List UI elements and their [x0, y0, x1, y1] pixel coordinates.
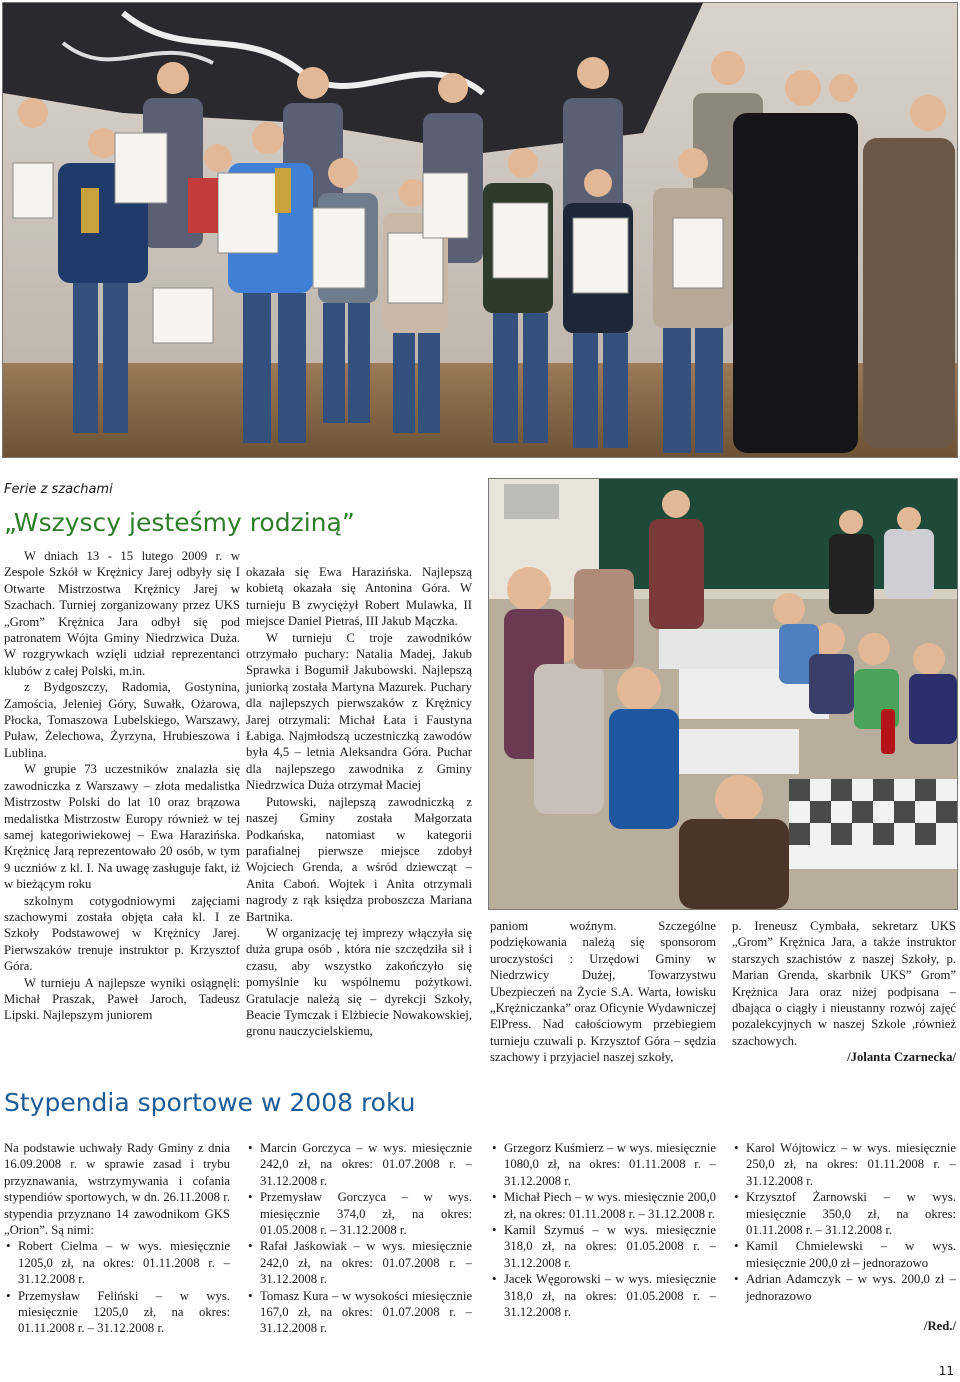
- article-paragraph: W turnieju C troje zawodników otrzymało puchary: Natalia Madej, Jakub Sprawka i Bogumił Jakubowski. Najlepszą juniorką została Martyna Mazurek. Puchary dla najlepszych pierwszaków z Krężnicy Jarej otrzymali: Michał Łata i Faustyna Łabiga. Najmłodszą uczestniczką zawodów była 4,5 – letnia Aleksandra Góra. Puchar dla najlepszego zawodnika z Gminy Niedrzwica Duża otrzymał Maciej: [246, 630, 472, 793]
- article-paragraph: paniom woźnym. Szczególne podziękowania należą się sponsorom uroczystości : Urzędowi Gminy w Niedrzwicy Dużej, Towarzystwu Ubezpieczeń na Życie S.A. Warta, łowisku „Krężniczanka” oraz Oficynie Wydawniczej ElPress. Nad całościowym przebiegiem turnieju czuwali p. Krzysztof Góra – sędzia szachowy i przyjaciel naszej szkoły,: [490, 919, 716, 1065]
- scholarship-recipient: • Tomasz Kura – w wysokości miesięcznie 167,0 zł, na okres: 01.07.2008 r. – 31.12.2008 r.: [260, 1288, 472, 1337]
- article-title: „Wszyscy jesteśmy rodziną”: [4, 508, 355, 537]
- scholarship-recipient: • Przemysław Gorczyca – w wys. miesięcznie 374,0 zł, na okres: 01.05.2008 r. – 31.12.2008 r.: [260, 1189, 472, 1238]
- scholarship-recipient: • Przemysław Feliński – w wys. miesięcznie 1205,0 zł, na okres: 01.11.2008 r. – 31.12.2008 r.: [18, 1288, 230, 1337]
- chess-tournament-image: [489, 479, 957, 909]
- scholarship-recipient: • Karol Wójtowicz – w wys. miesięcznie 250,0 zł, na okres: 01.11.2008 r. – 31.12.2008 r.: [746, 1140, 956, 1189]
- section-label: Ferie z szachami: [4, 482, 113, 497]
- article-paragraph: W grupie 73 uczestników znalazła się zawodniczka z Warszawy – złota medalistka Mistrzostw Polski do lat 10 oraz brązowa medalistka Mistrzostw Europy również w tej samej kategoriwiekowej – Ewa Harazińska. Krężnicę Jarą reprezentowało 20 osób, w tym 9 uczniów z kl. I. Na uwagę zasługuje fakt, iż w bieżącym roku: [4, 762, 240, 892]
- article-signature: /Jolanta Czarnecka/: [847, 1050, 956, 1065]
- article-paragraph: p. Ireneusz Cymbała, sekretarz UKS „Grom” Krężnica Jara, a także instruktor starszych szachistów z naszej Szkoły, p. Marian Grenda, skarbnik UKS” Grom” Krężnica Jara oraz niżej podpisana –dbająca o ciągły i nieustanny rozwój zajęć pozalekcyjnych w naszej Szkole ,również szachowych.: [732, 919, 956, 1048]
- scholarship-column-4: [732, 1140, 956, 1334]
- article-paragraph: W organizację tej imprezy włączyła się duża grupa osób , która nie szczędziła sił i czasu, aby wszystko zakończyło się pomyślnie ku wspólnemu pożytkowi. Gratulacje należą się – dyrekcji Szkoły, Beacie Tymczak i Elżbiecie Nowakowskiej, gronu nauczycielskiemu,: [246, 925, 472, 1039]
- scholarship-recipient: • Adrian Adamczyk – w wys. 200,0 zł – jednorazowo: [746, 1271, 956, 1304]
- group-photo-image: [3, 3, 957, 457]
- article-paragraph: Putowski, najlepszą zawodniczką z naszej Gminy została Małgorzata Podkańska, natomiast w kategorii parafialnej pierwsze miejsce zdobył Wojciech Grenda, a wśród dziewcząt – Anita Caboń. Wojtek i Anita otrzymali nagrody z rąk księdza proboszcza Mariana Bartnika.: [246, 794, 472, 924]
- scholarship-signature: /Red./: [923, 1319, 956, 1334]
- scholarship-recipient: • Rafał Jaśkowiak – w wys. miesięcznie 242,0 zł, na okres: 01.07.2008 r. – 31.12.2008 r.: [260, 1238, 472, 1287]
- scholarship-recipient: • Marcin Gorczyca – w wys. miesięcznie 242,0 zł, na okres: 01.07.2008 r. – 31.12.2008 r.: [260, 1140, 472, 1189]
- scholarship-recipient: • Jacek Węgorowski – w wys. miesięcznie 318,0 zł, na okres: 01.05.2008 r. – 31.12.2008 r.: [504, 1271, 716, 1320]
- article-column-2: [246, 564, 472, 1040]
- scholarship-column-1: [4, 1140, 230, 1337]
- scholarship-list: [4, 1238, 230, 1336]
- article-paragraph: z Bydgoszczy, Radomia, Gostynina, Zamościa, Jeleniej Góry, Suwałk, Ożarowa, Płocka, Tomaszowa Lubelskiego, Warszawy, Puław, Żelechowa, Żyrzyna, Hrubieszowa i Lublina.: [4, 680, 240, 760]
- chess-tournament-photo: [488, 478, 958, 910]
- scholarship-recipient: • Krzysztof Żarnowski – w wys. miesięcznie 350,0 zł, na okres: 01.11.2008 r. – 31.12.2008 r.: [746, 1189, 956, 1238]
- scholarship-column-2: [246, 1140, 472, 1337]
- article-paragraph: W turnieju A najlepsze wyniki osiągnęli: Michał Praszak, Paweł Jaroch, Tadeusz Lipski. Najlepszym juniorem: [4, 975, 240, 1023]
- scholarship-list: [490, 1140, 716, 1320]
- scholarship-column-3: [490, 1140, 716, 1320]
- scholarship-intro: Na podstawie uchwały Rady Gminy z dnia 16.09.2008 r. w sprawie zasad i trybu przyznawania, wstrzymywania i cofania stypendiów sportowych, w dn. 26.11.2008 r. stypendia przyznano 14 zawodnikom GKS „Orion”. Są nimi:: [4, 1141, 230, 1238]
- scholarship-recipient: • Grzegorz Kuśmierz – w wys. miesięcznie 1080,0 zł, na okres: 01.11.2008 r. – 31.12.2008 r.: [504, 1140, 716, 1189]
- scholarship-list: [246, 1140, 472, 1337]
- scholarship-title: Stypendia sportowe w 2008 roku: [4, 1088, 416, 1117]
- article-column-4: [732, 918, 956, 1066]
- article-paragraph: okazała się Ewa Harazińska. Najlepszą kobietą okazała się Antonina Góra. W turnieju B zwyciężył Robert Mulawka, II miejsce Daniel Pietraś, III Jakub Mączka.: [246, 565, 472, 629]
- article-column-3: [490, 918, 716, 1066]
- page-number: 11: [938, 1364, 954, 1378]
- article-column-1: [4, 548, 240, 1024]
- article-paragraph: W dniach 13 - 15 lutego 2009 r. w Zespole Szkół w Krężnicy Jarej odbyły się I Otwarte Mistrzostwa Krężnicy Jarej w Szachach. Turniej zorganizowany przez UKS „Grom” Krężnica Jara odbył się pod patronatem Wójta Gminy Niedrzwica Duża. W rozgrywkach wzięli udział reprezentanci klubów z całej Polski, m.in.: [4, 549, 240, 678]
- scholarship-list: [732, 1140, 956, 1304]
- scholarship-recipient: • Robert Cielma – w wys. miesięcznie 1205,0 zł, na okres: 01.11.2008 r. – 31.12.2008 r.: [18, 1238, 230, 1287]
- scholarship-recipient: • Michał Piech – w wys. miesięcznie 200,0 zł, na okres: 01.11.2008 r. – 31.12.2008 r.: [504, 1189, 716, 1222]
- group-photo: [2, 2, 958, 458]
- scholarship-recipient: • Kamil Chmielewski – w wys. miesięcznie 200,0 zł – jednorazowo: [746, 1238, 956, 1271]
- scholarship-recipient: • Kamil Szymuś – w wys. miesięcznie 318,0 zł, na okres: 01.05.2008 r. – 31.12.2008 r.: [504, 1222, 716, 1271]
- article-paragraph: szkolnym cotygodniowymi zajęciami szachowymi została objęta cała kl. I ze Szkoły Podstawowej w Krężnicy Jarej. Pierwszaków trenuje instruktor p. Krzysztof Góra.: [4, 893, 240, 974]
